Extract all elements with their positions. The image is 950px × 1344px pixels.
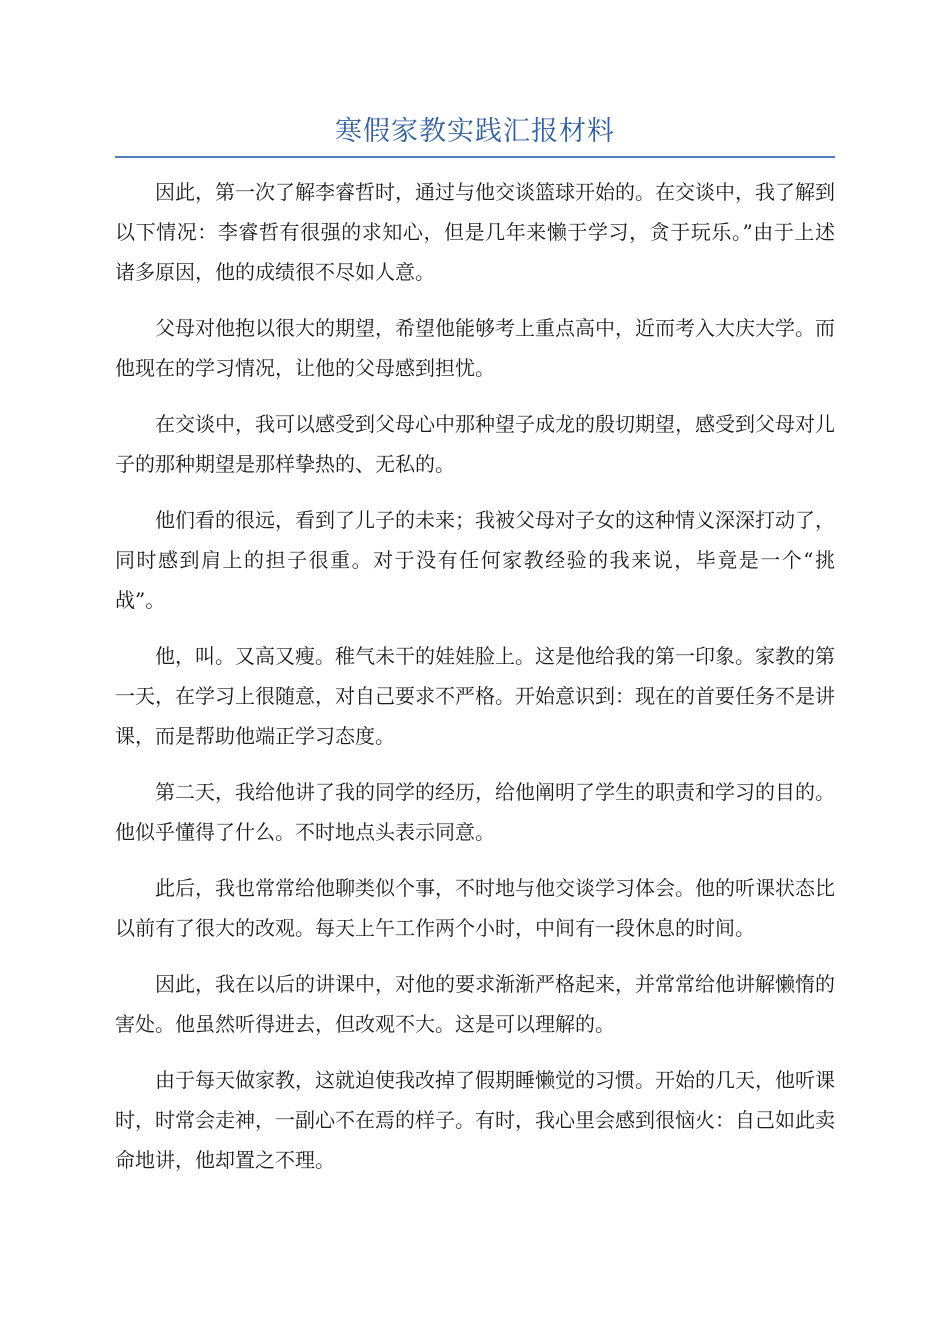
paragraph-1: 因此，第一次了解李睿哲时，通过与他交谈篮球开始的。在交谈中，我了解到以下情况：李睿哲有很强的求知心，但是几年来懒于学习，贪于玩乐。”由于上述诸多原因，他的成绩很不尽如人意。: [115, 180, 835, 284]
paragraph-4: 他们看的很远，看到了儿子的未来；我被父母对子女的这种情义深深打动了，同时感到肩上的担子很重。对于没有任何家教经验的我来说，毕竟是一个“挑战”。: [115, 508, 835, 612]
paragraph-7: 此后，我也常常给他聊类似个事，不时地与他交谈学习体会。他的听课状态比以前有了很大的改观。每天上午工作两个小时，中间有一段休息的时间。: [115, 876, 835, 940]
paragraph-2: 父母对他抱以很大的期望，希望他能够考上重点高中，近而考入大庆大学。而他现在的学习情况，让他的父母感到担忧。: [115, 316, 835, 380]
paragraph-8: 因此，我在以后的讲课中，对他的要求渐渐严格起来，并常常给他讲解懒惰的害处。他虽然听得进去，但改观不大。这是可以理解的。: [115, 972, 835, 1036]
paragraph-6: 第二天，我给他讲了我的同学的经历，给他阐明了学生的职责和学习的目的。他似乎懂得了什么。不时地点头表示同意。: [115, 780, 835, 844]
document-title: 寒假家教实践汇报材料: [335, 116, 615, 147]
title-block: [115, 112, 835, 158]
paragraph-5: 他，叫。又高又瘦。稚气未干的娃娃脸上。这是他给我的第一印象。家教的第一天，在学习上很随意，对自己要求不严格。开始意识到：现在的首要任务不是讲课，而是帮助他端正学习态度。: [115, 644, 835, 748]
paragraph-9: 由于每天做家教，这就迫使我改掉了假期睡懒觉的习惯。开始的几天，他听课时，时常会走神，一副心不在焉的样子。有时，我心里会感到很恼火：自己如此卖命地讲，他却置之不理。: [115, 1068, 835, 1172]
document-body: [115, 172, 835, 1196]
paragraph-3: 在交谈中，我可以感受到父母心中那种望子成龙的殷切期望，感受到父母对儿子的那种期望是那样挚热的、无私的。: [115, 412, 835, 476]
